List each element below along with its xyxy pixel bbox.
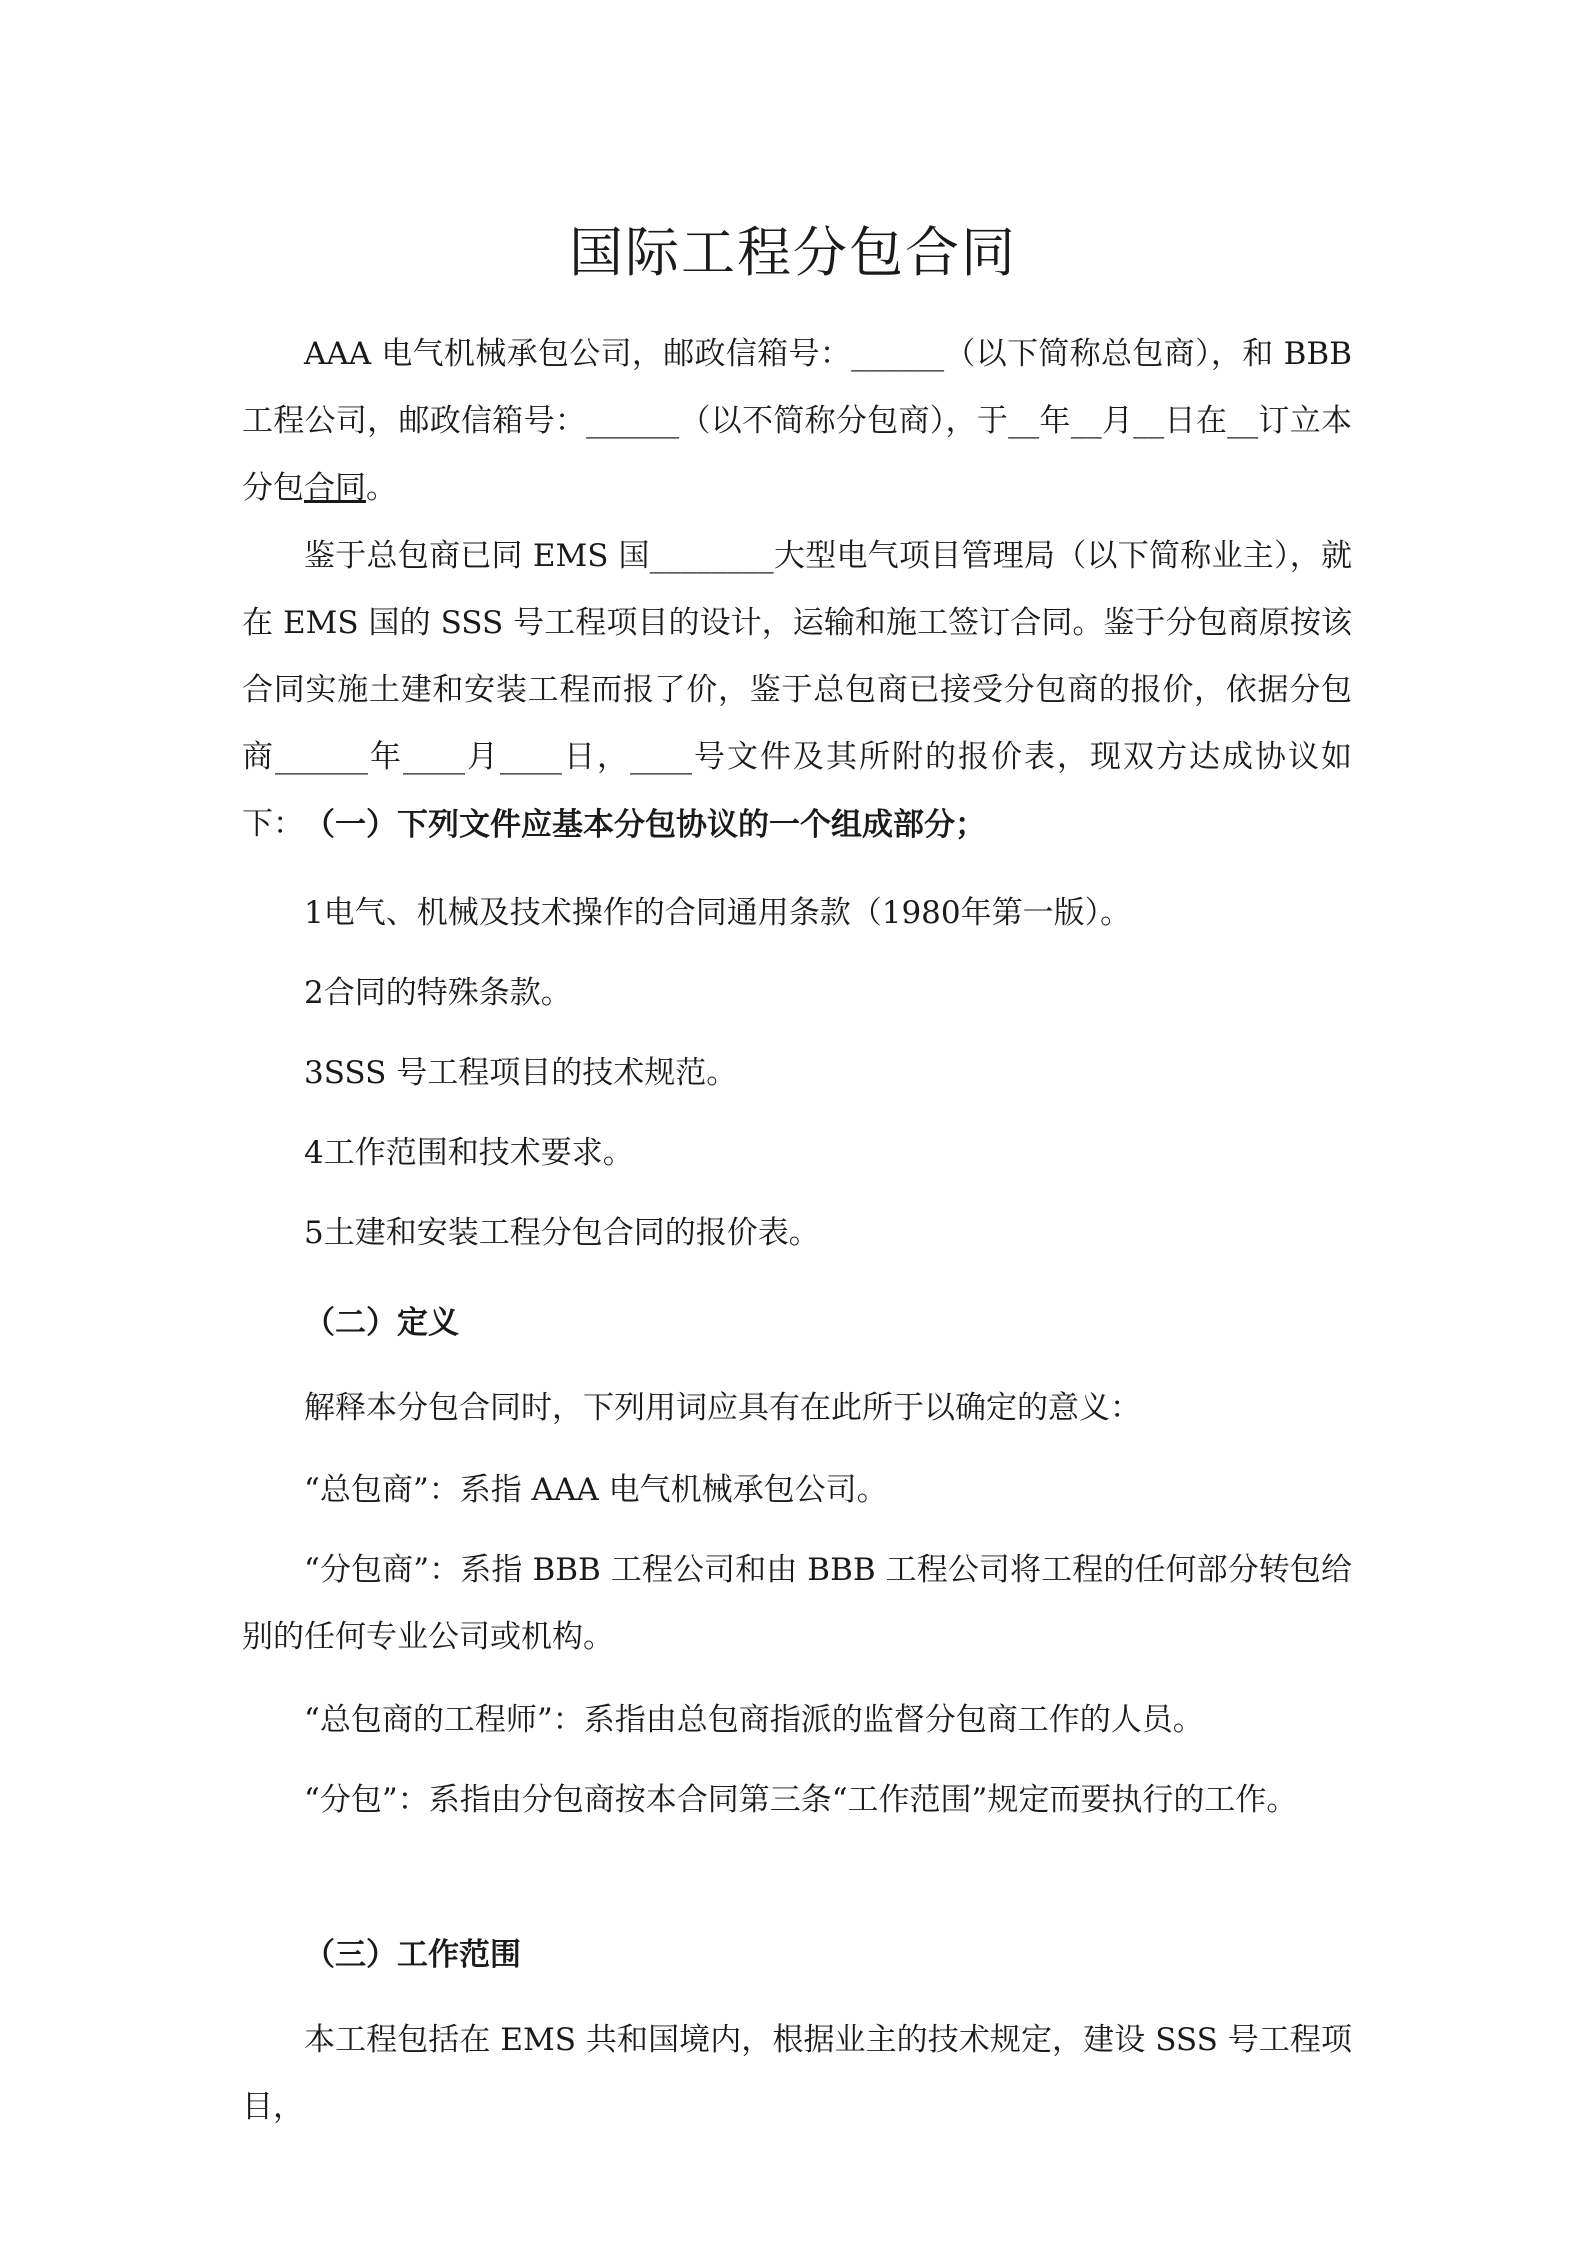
preamble-end: 。 xyxy=(366,470,397,506)
recital-paragraph: 鉴于总包商已同 EMS 国________大型电气项目管理局（以下简称业主），就在 EMS 国的 SSS 号工程项目的设计，运输和施工签订合同。鉴于分包商原按该合同实施土建和安装工程而报了价，鉴于总包商已接受分包商的报价，依据分包商______年____月____日，____号文件及其所附的报价表，现双方达成协议如下： xyxy=(242,538,1352,842)
section1-item-5: 5土建和安装工程分包合同的报价表。 xyxy=(304,1215,820,1251)
section3-text: 本工程包括在 EMS 共和国境内，根据业主的技术规定，建设 SSS 号工程项目， xyxy=(242,2022,1352,2125)
definition-subcontractor: “分包商”：系指 BBB 工程公司和由 BBB 工程公司将工程的任何部分转包给别的任何专业公司或机构。 xyxy=(242,1552,1352,1655)
document-title: 国际工程分包合同 xyxy=(569,221,1017,284)
definition-engineer: “总包商的工程师”：系指由总包商指派的监督分包商工作的人员。 xyxy=(304,1702,1204,1738)
section1-heading: （一）下列文件应基本分包协议的一个组成部分； xyxy=(304,807,986,843)
preamble-paragraph xyxy=(242,321,1362,522)
section1-item-3: 3SSS 号工程项目的技术规范。 xyxy=(304,1055,738,1091)
section1-item-2: 2合同的特殊条款。 xyxy=(304,975,572,1011)
section1-item-1: 1电气、机械及技术操作的合同通用条款（1980年第一版）。 xyxy=(304,895,1132,931)
section2-heading: （二）定义 xyxy=(304,1305,459,1341)
section3-heading: （三）工作范围 xyxy=(304,1937,521,1973)
preamble-underlined-word: 合同 xyxy=(304,470,366,506)
section1-item-4: 4工作范围和技术要求。 xyxy=(304,1135,634,1171)
preamble-text: AAA 电气机械承包公司，邮政信箱号：______（以下简称总包商），和 BBB 工程公司，邮政信箱号：______（以不简称分包商），于__年__月__日在__订立本分包 xyxy=(242,336,1362,506)
definition-subcontract: “分包”：系指由分包商按本合同第三条“工作范围”规定而要执行的工作。 xyxy=(304,1782,1298,1818)
section2-intro: 解释本分包合同时，下列用词应具有在此所于以确定的意义： xyxy=(304,1390,1141,1426)
definition-general-contractor: “总包商”：系指 AAA 电气机械承包公司。 xyxy=(304,1472,888,1508)
